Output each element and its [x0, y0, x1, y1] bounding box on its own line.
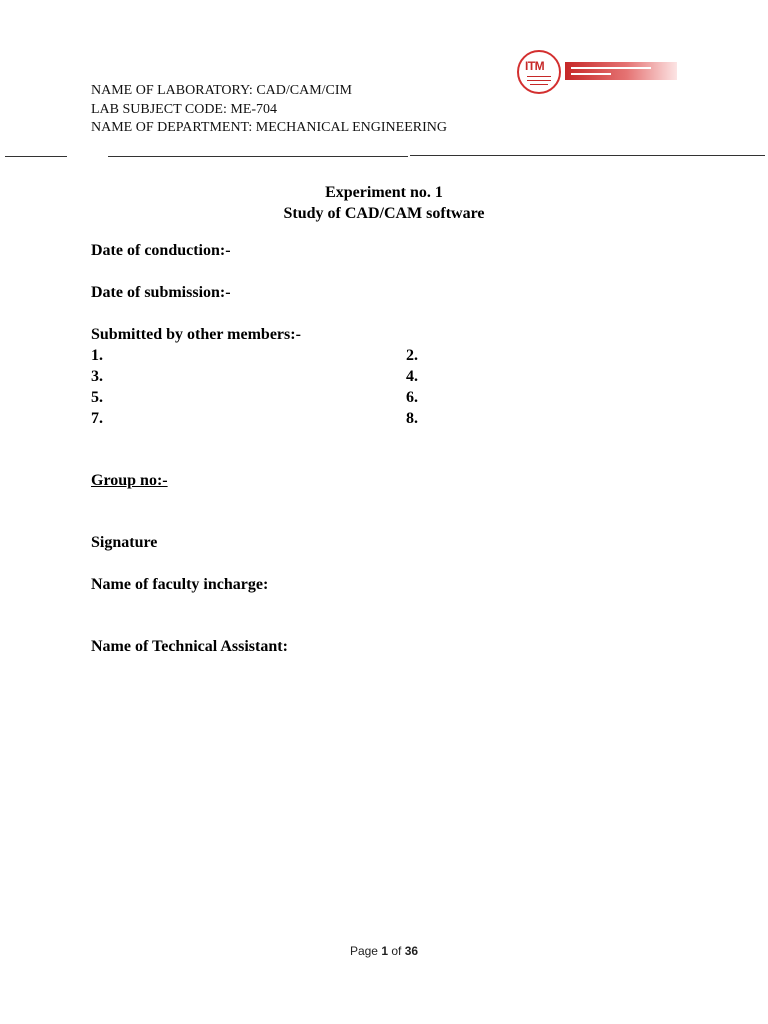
member-slot: 5. [91, 389, 103, 406]
experiment-number: Experiment no. 1 [325, 184, 443, 201]
logo-mark: ITM [525, 59, 545, 73]
total-pages-number: 36 [404, 944, 419, 958]
member-slot: 1. [91, 347, 103, 364]
date-of-submission-label: Date of submission:- [91, 284, 231, 301]
header-rule-segment [410, 155, 765, 156]
itm-logo-icon [517, 50, 561, 94]
member-slot: 6. [406, 389, 418, 406]
page-word: Page [349, 944, 378, 958]
member-slot: 7. [91, 410, 103, 427]
member-slot: 2. [406, 347, 418, 364]
logo-detail-line [530, 84, 548, 85]
document-header [91, 82, 447, 138]
logo-detail-line [527, 76, 551, 77]
signature-label: Signature [91, 534, 158, 551]
logo-banner-line [571, 73, 611, 75]
logo-banner-line [571, 67, 651, 69]
laboratory-name: NAME OF LABORATORY: CAD/CAM/CIM [91, 83, 352, 98]
itm-logo [517, 50, 677, 96]
member-slot: 8. [406, 410, 418, 427]
department-name: NAME OF DEPARTMENT: MECHANICAL ENGINEERING [91, 120, 447, 135]
experiment-subject: Study of CAD/CAM software [283, 205, 485, 222]
faculty-incharge-label: Name of faculty incharge: [91, 576, 269, 593]
submitted-by-label: Submitted by other members:- [91, 326, 301, 343]
group-no-label: Group no:- [91, 472, 168, 489]
lab-subject-code: LAB SUBJECT CODE: ME-704 [91, 101, 278, 117]
header-rule-segment [5, 156, 67, 157]
current-page-number: 1 [381, 944, 388, 958]
member-slot: 4. [406, 368, 418, 385]
header-rule-segment [108, 156, 408, 157]
member-slot: 3. [91, 368, 103, 385]
date-of-conduction-label: Date of conduction:- [91, 242, 231, 259]
technical-assistant-label: Name of Technical Assistant: [91, 638, 288, 655]
page-footer [0, 944, 768, 958]
logo-banner [565, 62, 677, 80]
of-word: of [391, 944, 402, 958]
experiment-title [0, 182, 768, 224]
logo-detail-line [527, 80, 551, 81]
